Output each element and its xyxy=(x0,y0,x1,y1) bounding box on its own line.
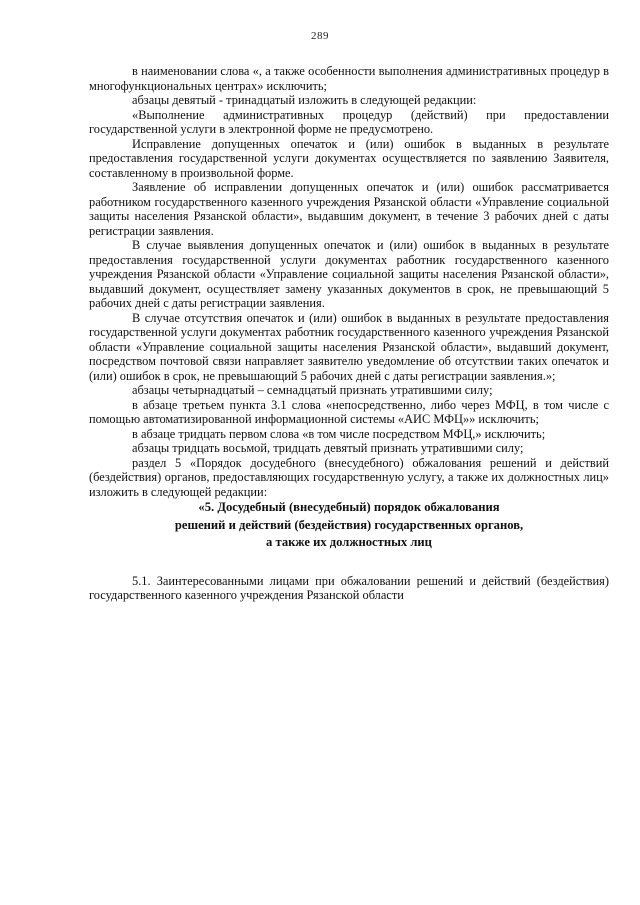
document-body xyxy=(89,64,609,603)
paragraph-amend-9-13: абзацы девятый - тринадцатый изложить в следующей редакции: xyxy=(132,93,477,107)
paragraph-5-1: 5.1. Заинтересованными лицами при обжаловании решений и действий (бездействия) государственного казенного учреждения Рязанской области xyxy=(89,573,609,602)
section-heading-line-1: «5. Досудебный (внесудебный) порядок обжалования xyxy=(198,500,500,514)
paragraph-amend-31: в абзаце тридцать первом слова «в том числе посредством МФЦ,» исключить; xyxy=(132,426,546,441)
paragraph-no-errors: В случае отсутствия опечаток и (или) ошибок в выданных в результате предоставления государственной услуги документах работник государственного казенного учреждения Рязанской области «Управление социальной защиты населения Рязанской области», выдавший документ, посредством почтовой связи направляет заявителю уведомление об отсутствии таких опечаток и (или) ошибок в срок, не превышающий 5 рабочих дней с даты регистрации заявления.»; xyxy=(89,310,609,383)
paragraph-repeal-14-17: абзацы четырнадцатый – семнадцатый признать утратившими силу; xyxy=(132,383,493,397)
paragraph-electronic-form: «Выполнение административных процедур (действий) при предоставлении государственной услуги в электронной форме не предусмотрено. xyxy=(89,107,609,136)
page-number: 289 xyxy=(311,30,329,42)
section-heading-line-3: а также их должностных лиц xyxy=(266,535,432,549)
section-heading xyxy=(89,499,609,552)
section-heading-line-2: решений и действий (бездействия) государственных органов, xyxy=(174,517,524,532)
paragraph-typo-correction: Исправление допущенных опечаток и (или) ошибок в выданных в результате предоставления государственной услуги документах осуществляется по заявлению Заявителя, составленному в произвольной форме. xyxy=(89,136,609,180)
paragraph-application-review: Заявление об исправлении допущенных опечаток и (или) ошибок рассматривается работником государственного казенного учреждения Рязанской области «Управление социальной защиты населения Рязанской области», выдавшим документ, в течение 3 рабочих дней с даты регистрации заявления. xyxy=(89,180,609,238)
paragraph-repeal-38-39: абзацы тридцать восьмой, тридцать девятый признать утратившими силу; xyxy=(132,441,524,455)
paragraph-amend-3-1: в абзаце третьем пункта 3.1 слова «непосредственно, либо через МФЦ, в том числе с помощью автоматизированной информационной системы «АИС МФЦ»» исключить; xyxy=(89,397,609,426)
paragraph-errors-found: В случае выявления допущенных опечаток и (или) ошибок в выданных в результате предоставления государственной услуги документах работник государственного казенного учреждения Рязанской области «Управление социальной защиты населения Рязанской области», выдавший документ, осуществляет замену указанных документов в срок, не превышающий 5 рабочих дней с даты регистрации заявления. xyxy=(89,238,609,310)
paragraph-section-5-intro: раздел 5 «Порядок досудебного (внесудебного) обжалования решений и действий (бездействия) органов, предоставляющих государственную услугу, а также их должностных лиц» изложить в следующей редакции: xyxy=(89,455,609,499)
paragraph-rename-section: в наименовании слова «, а также особенности выполнения административных процедур в многофункциональных центрах» исключить; xyxy=(89,64,609,93)
